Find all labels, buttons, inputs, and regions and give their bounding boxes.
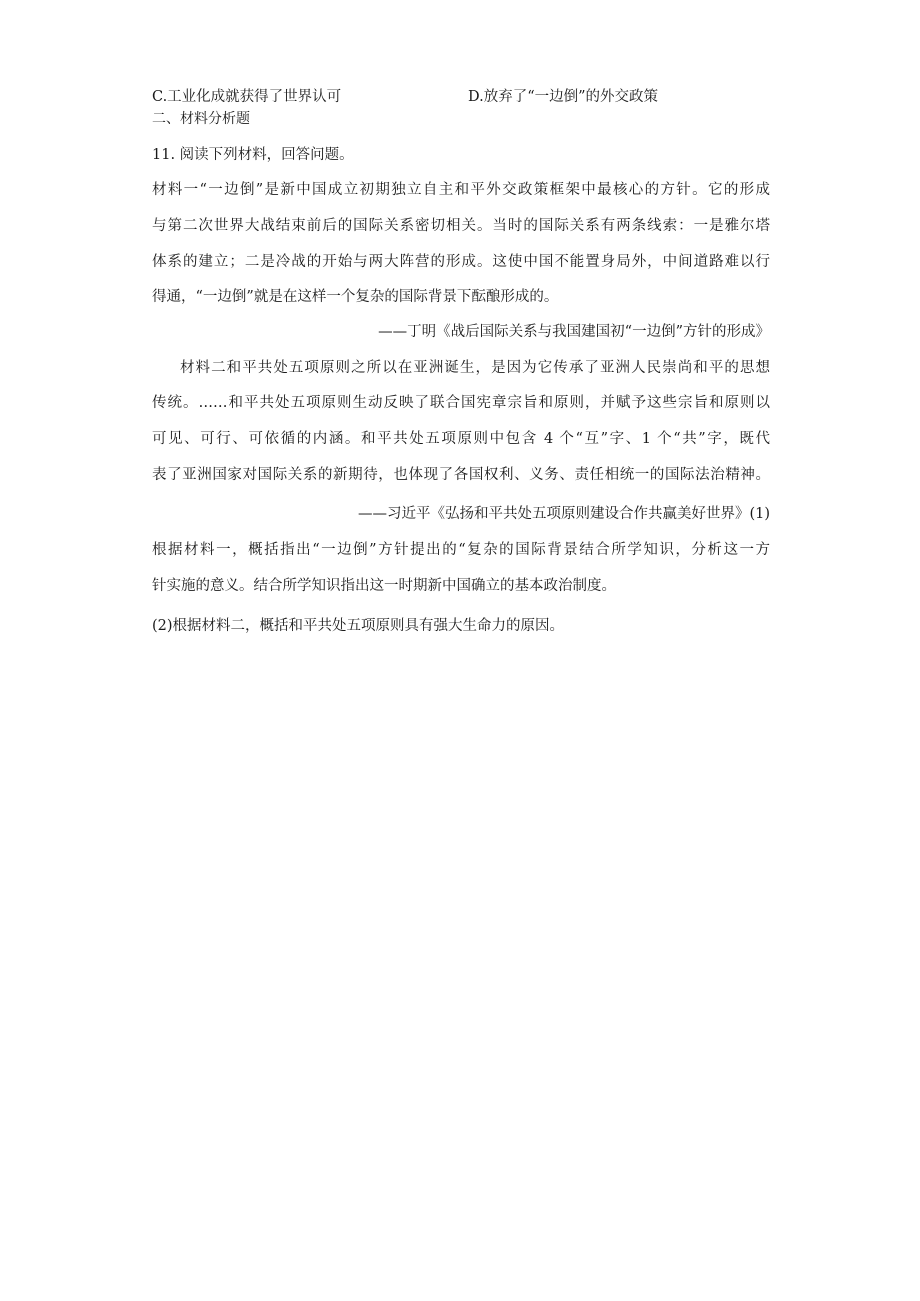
question-title: 11. 阅读下列材料，回答问题。 bbox=[152, 147, 354, 163]
question1-line-3: 针实施的意义。结合所学知识指出这一时期新中国确立的基本政治制度。 bbox=[152, 578, 616, 594]
option-c: C.工业化成就获得了世界认可 bbox=[152, 89, 342, 105]
material2-line-3: 可见、可行、可依循的内涵。和平共处五项原则中包含 4 个“互”字、1 个“共”字，既代 bbox=[152, 431, 770, 447]
question1-line-2: 根据材料一，概括指出“一边倒”方针提出的“复杂的国际背景结合所学知识，分析这一方 bbox=[152, 542, 770, 558]
question2: (2)根据材料二，概括和平共处五项原则具有强大生命力的原因。 bbox=[152, 618, 565, 634]
section-heading: 二、材料分析题 bbox=[152, 111, 250, 127]
answer-options-row bbox=[152, 87, 770, 107]
material2-source: ——习近平《弘扬和平共处五项原则建设合作共赢美好世界》(1) bbox=[357, 506, 770, 522]
material1-line-2: 与第二次世界大战结束前后的国际关系密切相关。当时的国际关系有两条线索：一是雅尔塔 bbox=[152, 218, 770, 234]
material1-source: ——丁明《战后国际关系与我国建国初“一边倒”方针的形成》 bbox=[378, 324, 770, 340]
material1-line-4: 得通，“一边倒”就是在这样一个复杂的国际背景下酝酿形成的。 bbox=[152, 289, 559, 305]
material1-line-3: 体系的建立；二是冷战的开始与两大阵营的形成。这使中国不能置身局外，中间道路难以行 bbox=[152, 254, 770, 270]
material1-line-1: 材料一“一边倒”是新中国成立初期独立自主和平外交政策框架中最核心的方针。它的形成 bbox=[152, 182, 770, 198]
option-d: D.放弃了“一边倒”的外交政策 bbox=[468, 89, 659, 105]
material2-line-4: 表了亚洲国家对国际关系的新期待，也体现了各国权利、义务、责任相统一的国际法治精神。 bbox=[152, 467, 770, 483]
material2-line-1: 材料二和平共处五项原则之所以在亚洲诞生，是因为它传承了亚洲人民崇尚和平的思想 bbox=[180, 360, 770, 376]
material2-line-2: 传统。……和平共处五项原则生动反映了联合国宪章宗旨和原则，并赋予这些宗旨和原则以 bbox=[152, 395, 770, 411]
